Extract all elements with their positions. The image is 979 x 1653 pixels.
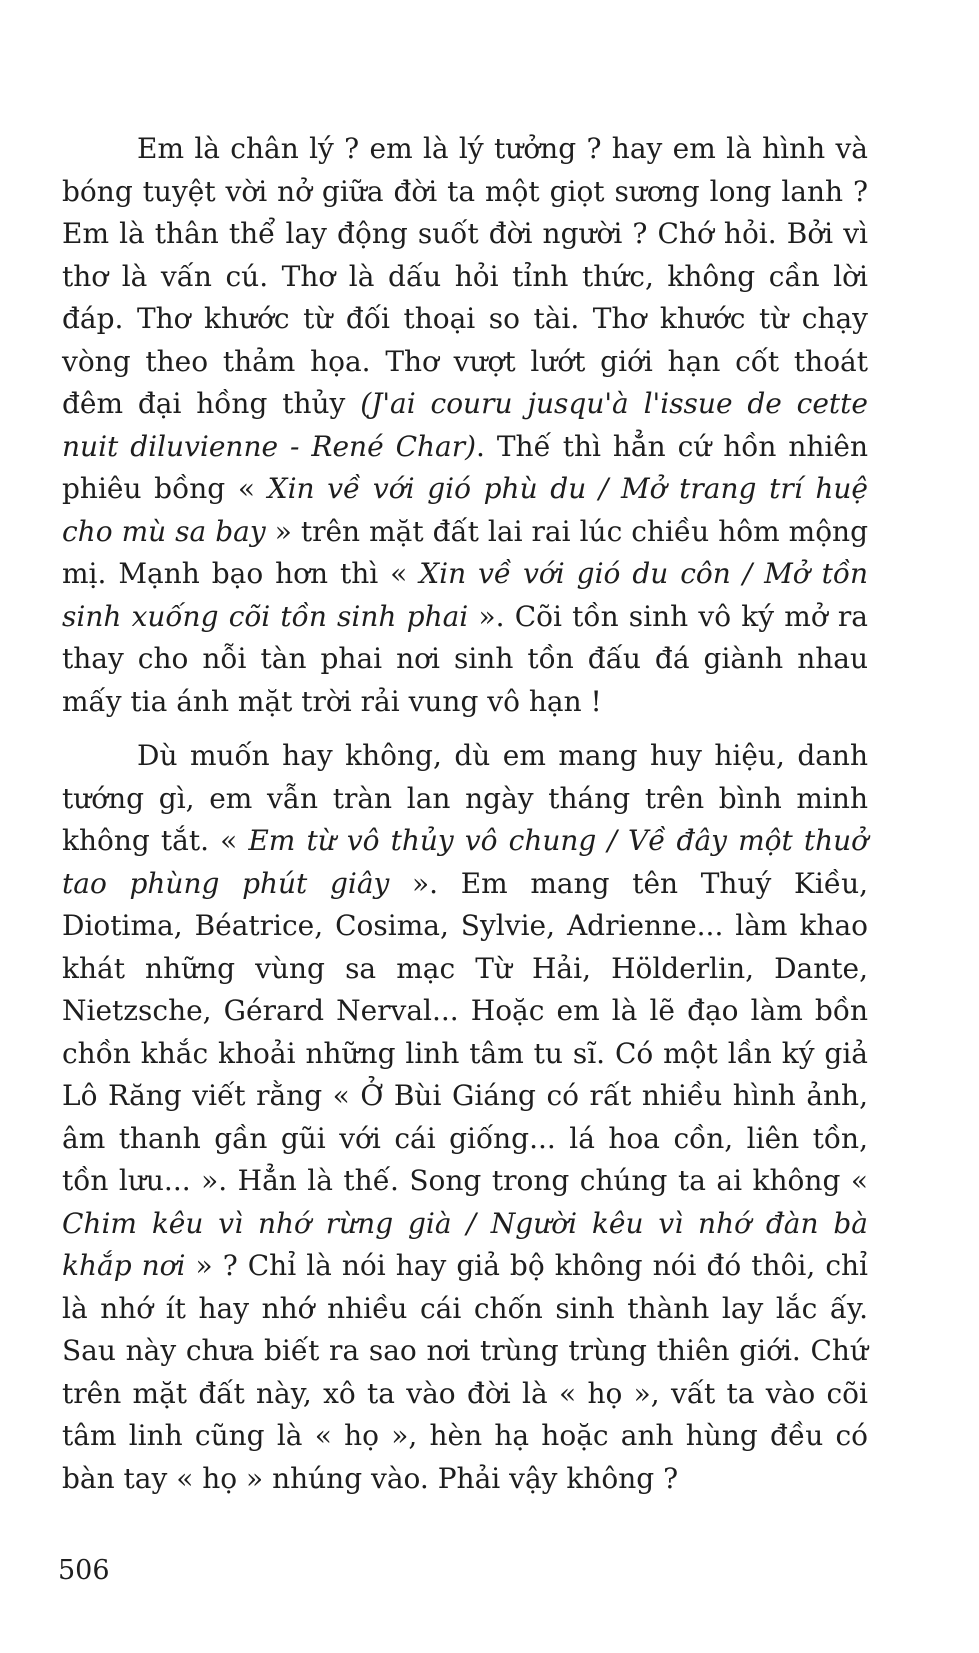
text-run: . Thế thì hẳn cứ hồn nhiên phiêu bồng «	[62, 429, 868, 505]
body-text	[62, 128, 868, 1500]
text-run: ». Cõi tồn sinh vô ký mở ra thay cho nỗi tàn phai nơi sinh tồn đấu đá giành nhau mấy tia ánh mặt trời rải vung vô hạn !	[62, 599, 868, 718]
italic-quote: Xin về với gió du côn / Mở tồn sinh xuống cõi tồn sinh phai	[62, 557, 868, 633]
paragraph-2	[62, 735, 868, 1500]
paragraph-1	[62, 128, 868, 723]
italic-quote: Xin về với gió phù du / Mở trang trí huệ cho mù sa bay	[62, 472, 868, 548]
text-run: » ? Chỉ là nói hay giả bộ không nói đó thôi, chỉ là nhớ ít hay nhớ nhiều cái chốn sinh thành lay lắc ấy. Sau này chưa biết ra sao nơi trùng trùng thiên giới. Chứ trên mặt đất này, xô ta vào đời là « họ », vất ta vào cõi tâm linh cũng là « họ », hèn hạ hoặc anh hùng đều có bàn tay « họ » nhúng vào. Phải vậy không ?	[62, 1249, 868, 1495]
italic-quote: (J'ai couru jusqu'à l'issue de cette nuit diluvienne - René Char)	[62, 387, 869, 463]
text-run: ». Em mang tên Thuý Kiều, Diotima, Béatrice, Cosima, Sylvie, Adrienne... làm khao khát những vùng sa mạc Từ Hải, Hölderlin, Dante, Nietzsche, Gérard Nerval... Hoặc em là lẽ đạo làm bồn chồn khắc khoải những linh tâm tu sĩ. Có một lần ký giả Lô Răng viết rằng « Ở Bùi Giáng có rất nhiều hình ảnh, âm thanh gần gũi với cái giống... lá hoa cồn, liên tồn, tồn lưu... ». Hẳn là thế. Song trong chúng ta ai không «	[62, 866, 869, 1197]
text-run: » trên mặt đất lai rai lúc chiều hôm mộng mị. Mạnh bạo hơn thì «	[62, 514, 869, 590]
text-run: Em là chân lý ? em là lý tưởng ? hay em là hình và bóng tuyệt vời nở giữa đời ta một giọt sương long lanh ? Em là thân thể lay động suốt đời người ? Chớ hỏi. Bởi vì thơ là vấn cú. Thơ là dấu hỏi tỉnh thức, không cần lời đáp. Thơ khước từ đối thoại so tài. Thơ khước từ chạy vòng theo thảm họa. Thơ vượt lướt giới hạn cốt thoát đêm đại hồng thủy	[62, 132, 868, 420]
page-number: 506	[58, 1555, 110, 1586]
text-run: Dù muốn hay không, dù em mang huy hiệu, danh tướng gì, em vẫn tràn lan ngày tháng trên bình minh không tắt. «	[62, 739, 868, 857]
italic-quote: Em từ vô thủy vô chung / Về đây một thuở tao phùng phút giây	[62, 824, 869, 900]
italic-quote: Chim kêu vì nhớ rừng già / Người kêu vì nhớ đàn bà khắp nơi	[62, 1206, 868, 1282]
